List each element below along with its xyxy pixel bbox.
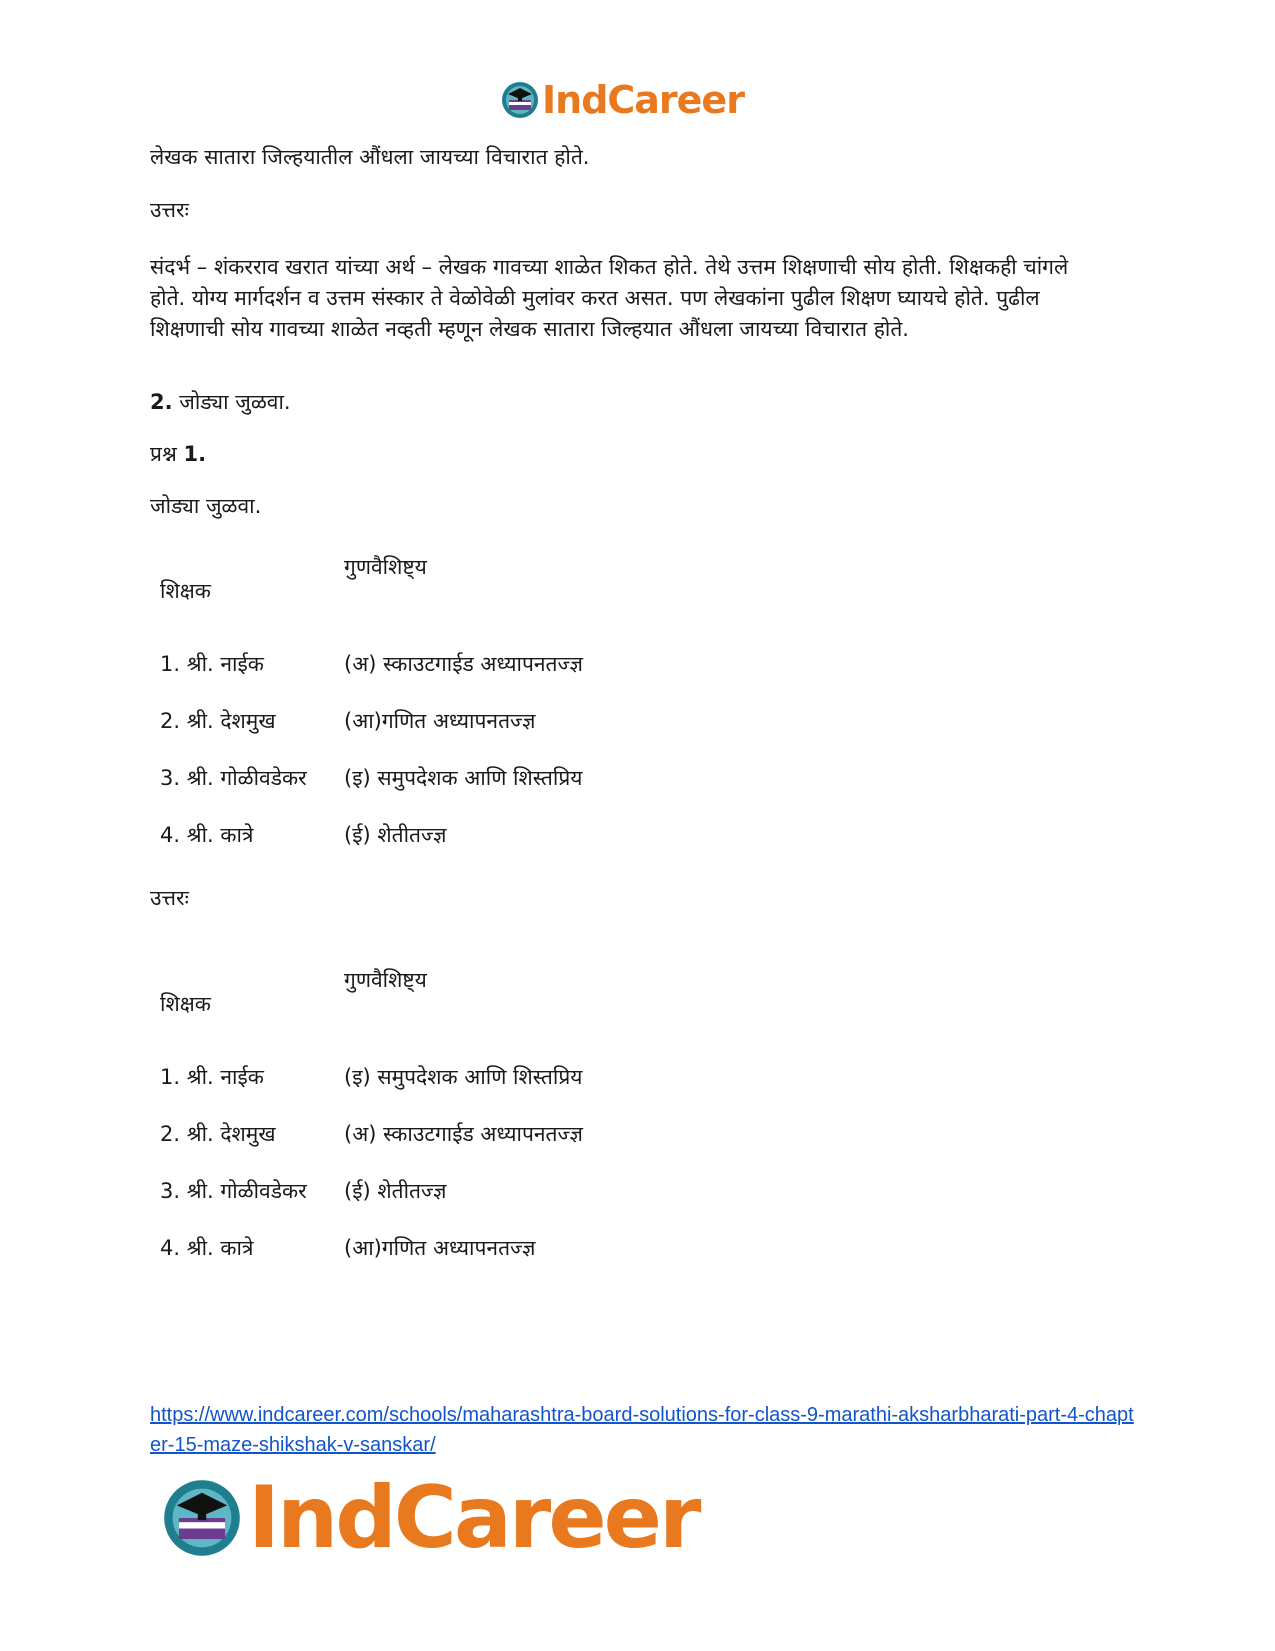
table-row-teacher: 1. श्री. नाईक bbox=[160, 1065, 264, 1089]
table-row-trait: (अ) स्काउटगाईड अध्यापनतज्ज्ञ bbox=[344, 1122, 584, 1146]
table-row-trait: (आ)गणित अध्यापनतज्ज्ञ bbox=[344, 1236, 536, 1260]
indcareer-logo-bottom bbox=[160, 1468, 698, 1568]
column-header-teacher: शिक्षक bbox=[160, 992, 211, 1016]
section-title: जोड्या जुळवा. bbox=[179, 390, 291, 414]
answer-label: उत्तरः bbox=[150, 198, 189, 222]
table-row-teacher: 3. श्री. गोळीवडेकर bbox=[160, 1179, 307, 1203]
table-row-trait: (ई) शेतीतज्ज्ञ bbox=[344, 823, 447, 847]
question-label: प्रश्न bbox=[150, 442, 177, 466]
table-row-trait: (अ) स्काउटगाईड अध्यापनतज्ज्ञ bbox=[344, 652, 584, 676]
brand-wordmark: IndCareer bbox=[542, 78, 744, 122]
table-row-teacher: 1. श्री. नाईक bbox=[160, 652, 264, 676]
intro-line: लेखक सातारा जिल्हयातील औंधला जायच्या विचारात होते. bbox=[150, 145, 590, 169]
question-heading bbox=[150, 440, 206, 468]
source-url-link[interactable]: https://www.indcareer.com/schools/maharashtra-board-solutions-for-class-9-marathi-aksharbharati-part-4-chapter-15-maze-shikshak-v-sanskar/ bbox=[150, 1404, 1134, 1456]
table-row-trait: (इ) समुपदेशक आणि शिस्तप्रिय bbox=[344, 1065, 583, 1089]
table-row-teacher: 4. श्री. कात्रे bbox=[160, 1236, 254, 1260]
section-number: 2. bbox=[150, 390, 173, 414]
question-number: 1. bbox=[183, 442, 207, 466]
instruction: जोड्या जुळवा. bbox=[150, 494, 262, 518]
table-row-teacher: 3. श्री. गोळीवडेकर bbox=[160, 766, 307, 790]
table-row-trait: (इ) समुपदेशक आणि शिस्तप्रिय bbox=[344, 766, 583, 790]
brand-wordmark: IndCareer bbox=[248, 1468, 699, 1568]
column-header-teacher: शिक्षक bbox=[160, 579, 211, 603]
answer-label: उत्तरः bbox=[150, 886, 189, 910]
graduation-book-icon bbox=[160, 1476, 244, 1560]
table-row-trait: (आ)गणित अध्यापनतज्ज्ञ bbox=[344, 709, 536, 733]
table-row-teacher: 2. श्री. देशमुख bbox=[160, 709, 276, 733]
column-header-trait: गुणवैशिष्ट्य bbox=[344, 968, 427, 992]
table-row-teacher: 4. श्री. कात्रे bbox=[160, 823, 254, 847]
table-row-trait: (ई) शेतीतज्ज्ञ bbox=[344, 1179, 447, 1203]
column-header-trait: गुणवैशिष्ट्य bbox=[344, 555, 427, 579]
section-heading bbox=[150, 388, 291, 416]
indcareer-logo-top bbox=[500, 78, 744, 122]
graduation-book-icon bbox=[500, 80, 540, 120]
answer-paragraph: संदर्भ – शंकरराव खरात यांच्या अर्थ – लेखक गावच्या शाळेत शिकत होते. तेथे उत्तम शिक्षणाची सोय होती. शिक्षकही चांगले होते. योग्य मार्गदर्शन व उत्तम संस्कार ते वेळोवेळी मुलांवर करत असत. पण लेखकांना पुढील शिक्षण घ्यायचे होते. पुढील शिक्षणाची सोय गावच्या शाळेत नव्हती म्हणून लेखक सातारा जिल्हयात औंधला जायच्या विचारात होते. bbox=[150, 255, 1069, 341]
table-row-teacher: 2. श्री. देशमुख bbox=[160, 1122, 276, 1146]
